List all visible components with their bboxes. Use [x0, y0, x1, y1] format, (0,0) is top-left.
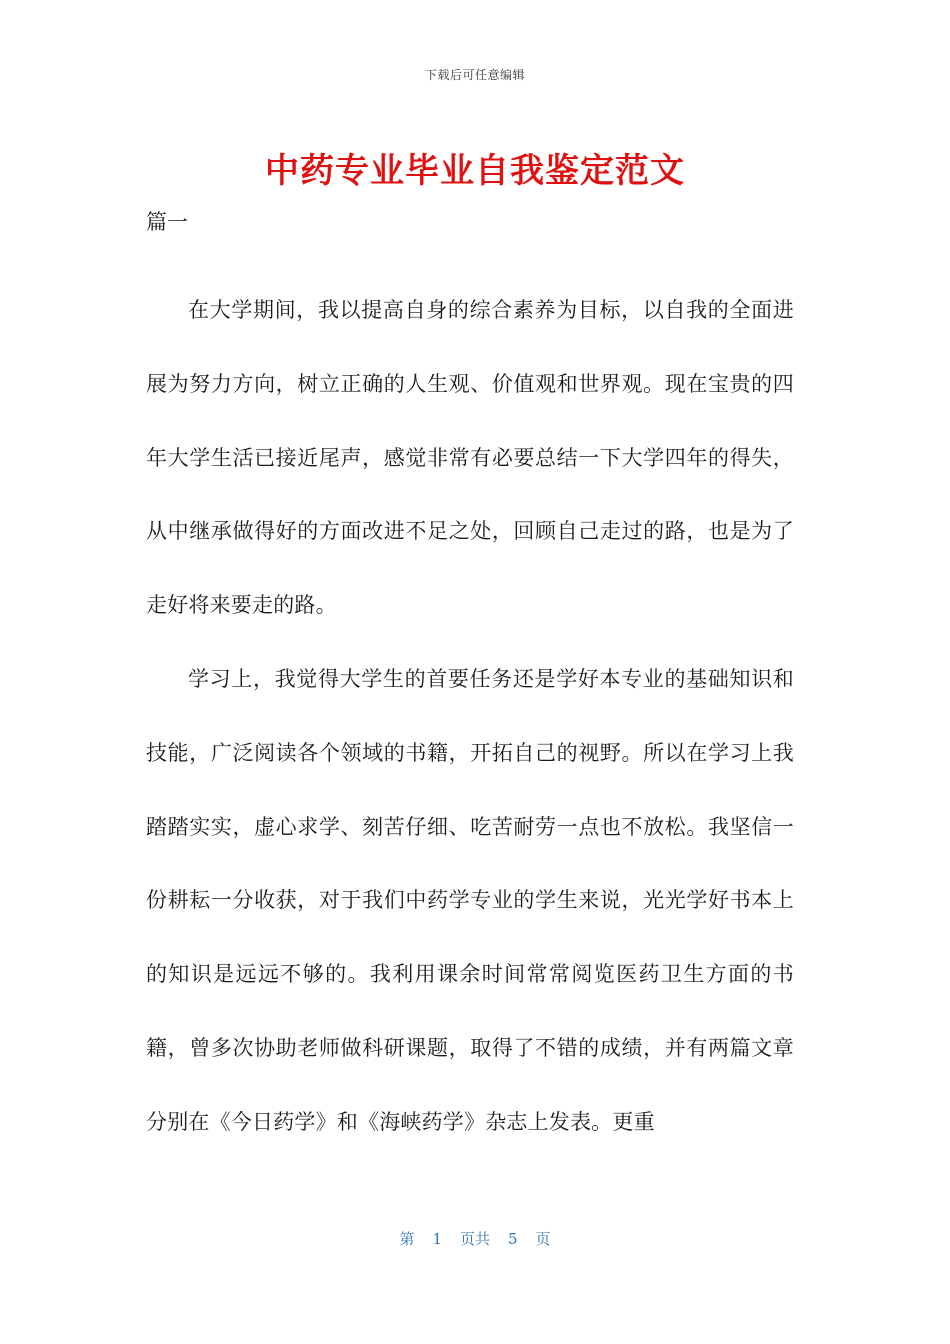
header-note: 下载后可任意编辑: [424, 68, 525, 82]
section-label: 篇一: [146, 210, 188, 234]
page-prefix: 第: [399, 1230, 415, 1248]
page-middle: 页共: [459, 1230, 490, 1248]
page-total: 5: [508, 1230, 518, 1248]
page-suffix: 页: [535, 1230, 551, 1248]
document-body: [146, 274, 794, 1160]
document-title: 中药专业毕业自我鉴定范文: [265, 151, 685, 191]
page-number: 1: [432, 1230, 442, 1248]
page-footer: [0, 1228, 950, 1249]
paragraph-2: 学习上，我觉得大学生的首要任务还是学好本专业的基础知识和技能，广泛阅读各个领域的书籍，开拓自己的视野。所以在学习上我踏踏实实，虚心求学、刻苦仔细、吃苦耐劳一点也不放松。我坚信一份耕耘一分收获，对于我们中药学专业的学生来说，光光学好书本上的知识是远远不够的。我利用课余时间常常阅览医药卫生方面的书籍，曾多次协助老师做科研课题，取得了不错的成绩，并有两篇文章分别在《今日药学》和《海峡药学》杂志上发表。更重: [146, 666, 794, 1134]
paragraph-1: 在大学期间，我以提高自身的综合素养为目标，以自我的全面进展为努力方向，树立正确的人生观、价值观和世界观。现在宝贵的四年大学生活已接近尾声，感觉非常有必要总结一下大学四年的得失，从中继承做得好的方面改进不足之处，回顾自己走过的路，也是为了走好将来要走的路。: [146, 298, 794, 618]
